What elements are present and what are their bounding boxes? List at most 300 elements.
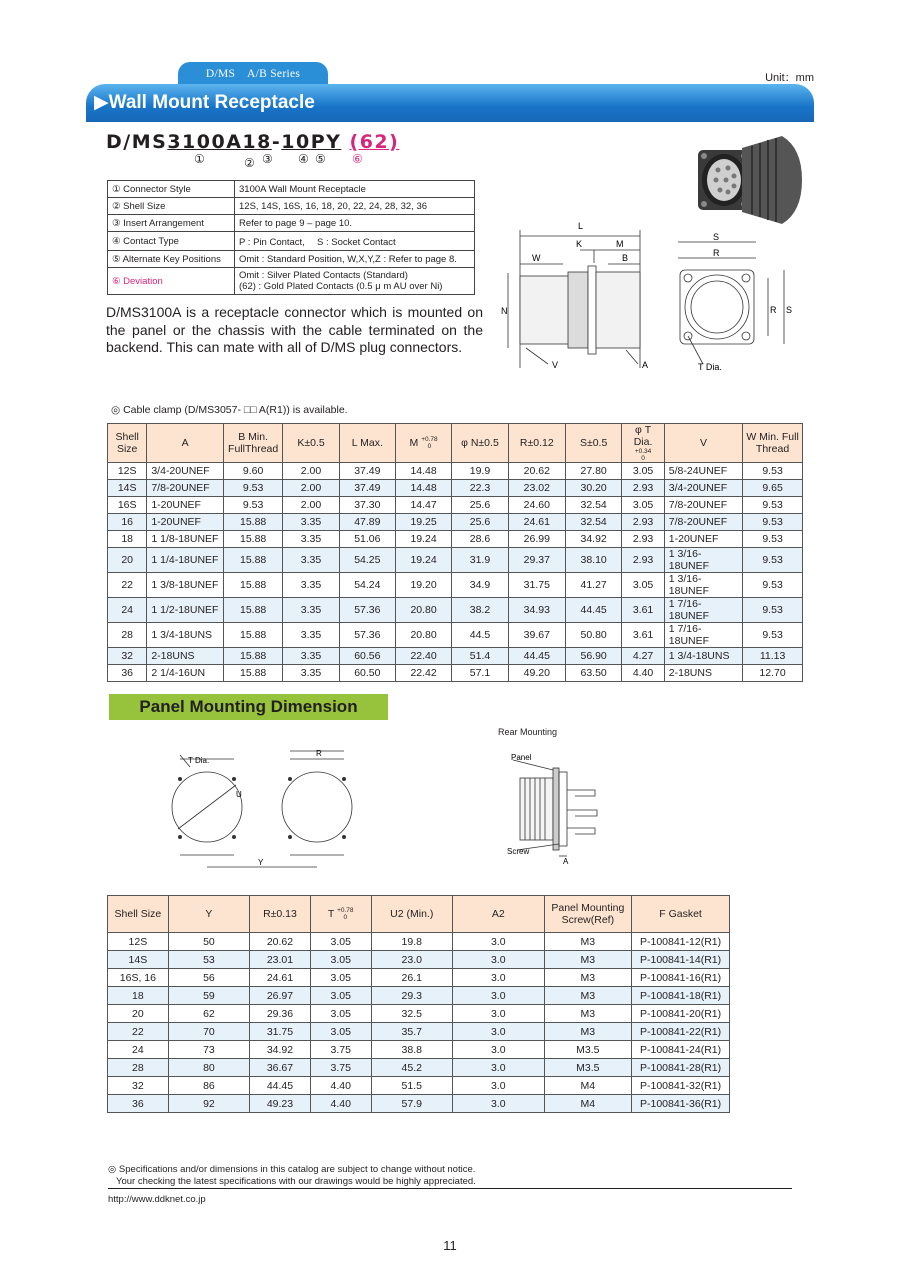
table-row [108,531,803,548]
table-cell: 53 [168,951,249,969]
t-tolerance [635,448,651,462]
table-cell: 47.89 [339,514,395,531]
dim-header: Shell Size [108,424,147,463]
spec-table [107,180,475,295]
table-cell: 20.80 [395,623,451,648]
table-cell: 26.97 [250,987,311,1005]
table-cell: P-100841-36(R1) [632,1095,730,1113]
table-cell: 24.61 [508,514,565,531]
table-cell: 36 [108,1095,169,1113]
table-cell: 3.35 [283,648,339,665]
table-cell: 19.8 [371,933,452,951]
table-cell: 57.9 [371,1095,452,1113]
dim-header-row [108,424,803,463]
connector-photo [690,128,810,228]
dim-header: R±0.12 [508,424,565,463]
table-row [108,514,803,531]
dim-header: L Max. [339,424,395,463]
pn-deviation: (62) [349,131,400,153]
table-cell: 3.0 [452,1023,544,1041]
table-cell: 20.62 [250,933,311,951]
footer-notes [108,1164,476,1188]
table-cell: 56.90 [565,648,621,665]
table-cell: 3.35 [283,623,339,648]
connector-drawing [498,218,808,378]
table-cell: 26.1 [371,969,452,987]
table-cell: 2.93 [622,480,664,497]
panel-header: Panel Mounting Screw(Ref) [544,896,632,933]
marker-2: ② [244,156,255,170]
spec-key: ③ Insert Arrangement [108,215,235,232]
t-tol-upper: +0.34 [634,448,652,455]
table-cell: 22.3 [452,480,508,497]
label-K: K [576,239,583,249]
title-bar [86,84,814,122]
table-cell: 27.80 [565,463,621,480]
table-cell: 32.5 [371,1005,452,1023]
table-cell: 7/8-20UNEF [147,480,224,497]
table-row [108,648,803,665]
table-cell: 34.9 [452,573,508,598]
table-cell: 26.99 [508,531,565,548]
table-cell: 59 [168,987,249,1005]
table-row [108,497,803,514]
table-row [108,969,730,987]
panel-t-tolerance [337,907,353,921]
table-cell: P-100841-14(R1) [632,951,730,969]
table-cell: 20 [108,548,147,573]
table-cell: 29.3 [371,987,452,1005]
footer-url[interactable]: http://www.ddknet.co.jp [108,1194,206,1205]
table-cell: 15.88 [223,648,282,665]
label-R-side: R [770,305,777,315]
pn-prefix: D/MS [106,131,168,153]
m-tolerance [421,436,437,450]
table-cell: 50 [168,933,249,951]
table-row [108,665,803,682]
table-cell: 34.92 [250,1041,311,1059]
table-cell: 29.36 [250,1005,311,1023]
footer-note-2: Your checking the latest specifications with our drawings would be highly appreciated. [116,1176,476,1187]
table-cell: 14S [108,480,147,497]
table-cell: 3.75 [310,1041,371,1059]
dim-header: φ N±0.5 [452,424,508,463]
table-cell: 44.45 [508,648,565,665]
panel-header: Shell Size [108,896,169,933]
table-cell: 36.67 [250,1059,311,1077]
table-cell: 3.0 [452,1095,544,1113]
panel-label-U: U [236,790,242,799]
table-cell: 1 1/2-18UNEF [147,598,224,623]
label-S-side: S [786,305,793,315]
table-cell: 37.49 [339,480,395,497]
table-cell: P-100841-16(R1) [632,969,730,987]
table-cell: 4.27 [622,648,664,665]
table-cell: P-100841-24(R1) [632,1041,730,1059]
table-row [108,951,730,969]
pn-style: 3100A [167,131,243,153]
table-cell: 3.05 [622,573,664,598]
table-cell: 15.88 [223,598,282,623]
table-cell: 12S [108,463,147,480]
table-cell: 28 [108,623,147,648]
table-cell: 4.40 [310,1095,371,1113]
table-cell: P-100841-20(R1) [632,1005,730,1023]
table-row [108,623,803,648]
table-cell: 32.54 [565,514,621,531]
table-cell: 49.20 [508,665,565,682]
table-row [108,480,803,497]
dimension-table [107,423,803,682]
table-cell: 9.53 [743,497,803,514]
table-cell: 51.4 [452,648,508,665]
table-cell: 1 7/16-18UNEF [664,598,742,623]
table-cell: 44.45 [565,598,621,623]
table-cell: 25.6 [452,497,508,514]
table-cell: 22.40 [395,648,451,665]
spec-value-line: (62) : Gold Plated Contacts (0.5 μ m AU over Ni) [239,281,443,292]
label-T: T Dia. [698,362,722,372]
table-cell: M3.5 [544,1059,632,1077]
pn-key: Y [326,131,342,153]
table-cell: P-100841-32(R1) [632,1077,730,1095]
table-cell: 29.37 [508,548,565,573]
table-cell: 1-20UNEF [664,531,742,548]
table-cell: 20.80 [395,598,451,623]
table-cell: 38.2 [452,598,508,623]
table-cell: 60.56 [339,648,395,665]
label-N: N [501,306,508,316]
table-row [108,933,730,951]
table-cell: M4 [544,1095,632,1113]
panel-label-T: T Dia. [188,756,210,765]
dim-header-m: M [409,436,419,449]
table-cell: 24.61 [250,969,311,987]
pn-contact: P [310,131,327,153]
table-cell: 9.53 [743,531,803,548]
table-cell: 3.05 [622,497,664,514]
label-B: B [622,253,629,263]
table-cell: 57.36 [339,623,395,648]
pn-dash: - [271,131,282,153]
table-cell: 39.67 [508,623,565,648]
table-cell: 3.75 [310,1059,371,1077]
table-cell: 1 3/16-18UNEF [664,573,742,598]
table-cell: 1 3/8-18UNEF [147,573,224,598]
table-cell: 86 [168,1077,249,1095]
table-cell: 45.2 [371,1059,452,1077]
table-cell: 2.00 [283,480,339,497]
table-cell: 57.1 [452,665,508,682]
table-cell: 9.53 [743,514,803,531]
table-cell: 3.05 [310,1023,371,1041]
table-cell: M3 [544,1005,632,1023]
table-cell: M4 [544,1077,632,1095]
table-row [108,1005,730,1023]
table-cell: 1 1/4-18UNEF [147,548,224,573]
table-cell: 16 [108,514,147,531]
table-cell: 28 [108,1059,169,1077]
dim-header: K±0.5 [283,424,339,463]
panel-header-t: T [327,907,335,920]
table-row [108,1041,730,1059]
table-cell: 32 [108,648,147,665]
table-cell: 3.0 [452,951,544,969]
page-title: ▶Wall Mount Receptacle [94,92,315,113]
table-cell: 3.35 [283,548,339,573]
table-cell: 44.5 [452,623,508,648]
table-cell: 19.24 [395,548,451,573]
table-cell: 2 1/4-16UN [147,665,224,682]
table-cell: 15.88 [223,665,282,682]
table-cell: 3.0 [452,969,544,987]
table-cell: 9.53 [223,497,282,514]
m-tol-lower: 0 [427,443,432,450]
table-cell: 15.88 [223,531,282,548]
table-cell: 19.20 [395,573,451,598]
m-tol-upper: +0.78 [421,436,438,443]
cable-clamp-note: ◎ Cable clamp (D/MS3057- □□ A(R1)) is available. [111,404,348,416]
table-cell: 9.53 [743,463,803,480]
table-cell: 16S, 16 [108,969,169,987]
table-cell: M3 [544,987,632,1005]
spec-value [235,268,475,295]
table-cell: 2.93 [622,514,664,531]
table-cell: 3.61 [622,623,664,648]
table-cell: 24 [108,598,147,623]
panel-t-tol-lower: 0 [343,914,348,921]
table-cell: 56 [168,969,249,987]
marker-3: ③ [262,152,273,166]
table-cell: 44.45 [250,1077,311,1095]
panel-header: R±0.13 [250,896,311,933]
table-cell: 20 [108,1005,169,1023]
table-cell: 31.75 [508,573,565,598]
table-cell: 1 3/4-18UNS [664,648,742,665]
panel-t-tol-upper: +0.78 [337,907,354,914]
table-cell: P-100841-12(R1) [632,933,730,951]
panel-header: Y [168,896,249,933]
table-cell: 36 [108,665,147,682]
spec-value: 3100A Wall Mount Receptacle [235,181,475,198]
table-cell: 15.88 [223,573,282,598]
table-cell: 11.13 [743,648,803,665]
table-cell: 38.10 [565,548,621,573]
table-cell: 24 [108,1041,169,1059]
table-cell: 9.53 [743,598,803,623]
dim-header: S±0.5 [565,424,621,463]
marker-4: ④ [298,152,309,166]
table-cell: 2-18UNS [664,665,742,682]
table-cell: M3 [544,1023,632,1041]
table-cell: 3.35 [283,665,339,682]
marker-5: ⑤ [315,152,326,166]
table-row [108,573,803,598]
table-cell: 37.49 [339,463,395,480]
table-cell: 1 3/4-18UNS [147,623,224,648]
spec-key: ② Shell Size [108,198,235,215]
spec-row [108,232,475,251]
table-cell: P-100841-28(R1) [632,1059,730,1077]
table-cell: 54.25 [339,548,395,573]
table-cell: 14.47 [395,497,451,514]
table-cell: 2.00 [283,463,339,480]
table-cell: 31.75 [250,1023,311,1041]
table-cell: 5/8-24UNEF [664,463,742,480]
table-cell: 92 [168,1095,249,1113]
table-cell: 34.93 [508,598,565,623]
table-cell: 3.05 [310,951,371,969]
table-cell: 22 [108,1023,169,1041]
table-row [108,598,803,623]
dim-header-t: φ T Dia. [633,424,653,448]
panel-header: U2 (Min.) [371,896,452,933]
table-cell: 19.24 [395,531,451,548]
table-cell: 3.0 [452,1041,544,1059]
table-row [108,1059,730,1077]
table-cell: 3.35 [283,514,339,531]
table-cell: 1-20UNEF [147,514,224,531]
table-cell: 1 1/8-18UNEF [147,531,224,548]
table-cell: 22 [108,573,147,598]
label-W: W [532,253,541,263]
table-cell: 3.61 [622,598,664,623]
table-cell: 19.25 [395,514,451,531]
table-cell: 70 [168,1023,249,1041]
table-cell: 49.23 [250,1095,311,1113]
marker-6: ⑥ [352,152,363,166]
table-cell: 9.53 [743,548,803,573]
table-cell: 60.50 [339,665,395,682]
table-cell: 25.6 [452,514,508,531]
table-cell: 35.7 [371,1023,452,1041]
rear-label-panel: Panel [511,753,532,762]
table-cell: 22.42 [395,665,451,682]
table-cell: 14.48 [395,480,451,497]
table-cell: 14.48 [395,463,451,480]
table-cell: 41.27 [565,573,621,598]
table-cell: 12.70 [743,665,803,682]
table-cell: 18 [108,987,169,1005]
table-cell: 3.0 [452,1059,544,1077]
table-cell: 62 [168,1005,249,1023]
footer-note-1: ◎ Specifications and/or dimensions in this catalog are subject to change without notice. [108,1164,476,1175]
dim-header [395,424,451,463]
rear-mount-drawing [505,750,615,870]
table-cell: 9.53 [743,623,803,648]
panel-body [108,933,730,1113]
dim-header [622,424,664,463]
table-row [108,987,730,1005]
dim-header: B Min. FullThread [223,424,282,463]
table-cell: 23.01 [250,951,311,969]
page-number: 11 [443,1238,457,1253]
panel-header: F Gasket [632,896,730,933]
table-cell: 3.0 [452,987,544,1005]
panel-cutout-drawing [150,745,370,875]
table-cell: M3.5 [544,1041,632,1059]
unit-label: Unit：mm [765,72,814,84]
table-cell: 9.65 [743,480,803,497]
pn-shell: 18 [242,131,272,153]
table-cell: 15.88 [223,548,282,573]
spec-value: Omit : Standard Position, W,X,Y,Z : Refer to page 8. [235,251,475,268]
panel-header-row [108,896,730,933]
table-cell: 3.05 [310,1005,371,1023]
table-cell: 9.53 [743,573,803,598]
rear-label-screw: Screw [507,847,530,856]
table-cell: P-100841-18(R1) [632,987,730,1005]
table-row [108,1095,730,1113]
spec-key: ⑥ Deviation [108,268,235,295]
spec-key: ① Connector Style [108,181,235,198]
table-cell: 51.06 [339,531,395,548]
table-cell: 7/8-20UNEF [664,497,742,514]
label-M: M [616,239,624,249]
table-cell: 3.0 [452,933,544,951]
table-cell: 32.54 [565,497,621,514]
table-cell: 28.6 [452,531,508,548]
table-cell: 19.9 [452,463,508,480]
label-S: S [713,232,720,242]
t-tol-lower: 0 [641,455,645,462]
table-cell: 3.05 [310,969,371,987]
description: D/MS3100A is a receptacle connector which is mounted on the panel or the chassis with the cable terminated on the backend. This can mate with all of D/MS plug connectors. [106,304,483,355]
table-cell: 1-20UNEF [147,497,224,514]
table-cell: M3 [544,951,632,969]
table-cell: 3.0 [452,1077,544,1095]
dim-header: A [147,424,224,463]
table-cell: 80 [168,1059,249,1077]
spec-value: P : Pin Contact, S : Socket Contact [235,232,475,251]
table-cell: 37.30 [339,497,395,514]
table-cell: 2.93 [622,548,664,573]
panel-mounting-title: Panel Mounting Dimension [109,694,388,720]
table-cell: 3/4-20UNEF [664,480,742,497]
table-cell: 73 [168,1041,249,1059]
spec-value-line: Omit : Silver Plated Contacts (Standard) [239,270,408,281]
panel-label-Y: Y [258,858,264,867]
table-cell: 3.0 [452,1005,544,1023]
pn-insert: 10 [281,131,311,153]
table-cell: 30.20 [565,480,621,497]
table-cell: 3.35 [283,573,339,598]
table-cell: 3/4-20UNEF [147,463,224,480]
series-tab: D/MS A/B Series [178,62,328,84]
spec-value: 12S, 14S, 16S, 16, 18, 20, 22, 24, 28, 32, 36 [235,198,475,215]
table-cell: 38.8 [371,1041,452,1059]
table-cell: 2.00 [283,497,339,514]
table-cell: 4.40 [622,665,664,682]
table-cell: 9.60 [223,463,282,480]
table-cell: 3.05 [310,987,371,1005]
table-cell: 2.93 [622,531,664,548]
label-V: V [552,360,559,370]
table-cell: M3 [544,933,632,951]
label-R: R [713,248,720,258]
panel-header: A2 [452,896,544,933]
table-cell: 51.5 [371,1077,452,1095]
marker-1: ① [194,152,205,166]
spec-row [108,181,475,198]
part-number [106,131,399,153]
spec-row [108,251,475,268]
panel-table [107,895,730,1113]
label-A: A [642,360,649,370]
spec-key: ⑤ Alternate Key Positions [108,251,235,268]
table-cell: 16S [108,497,147,514]
table-cell: P-100841-22(R1) [632,1023,730,1041]
